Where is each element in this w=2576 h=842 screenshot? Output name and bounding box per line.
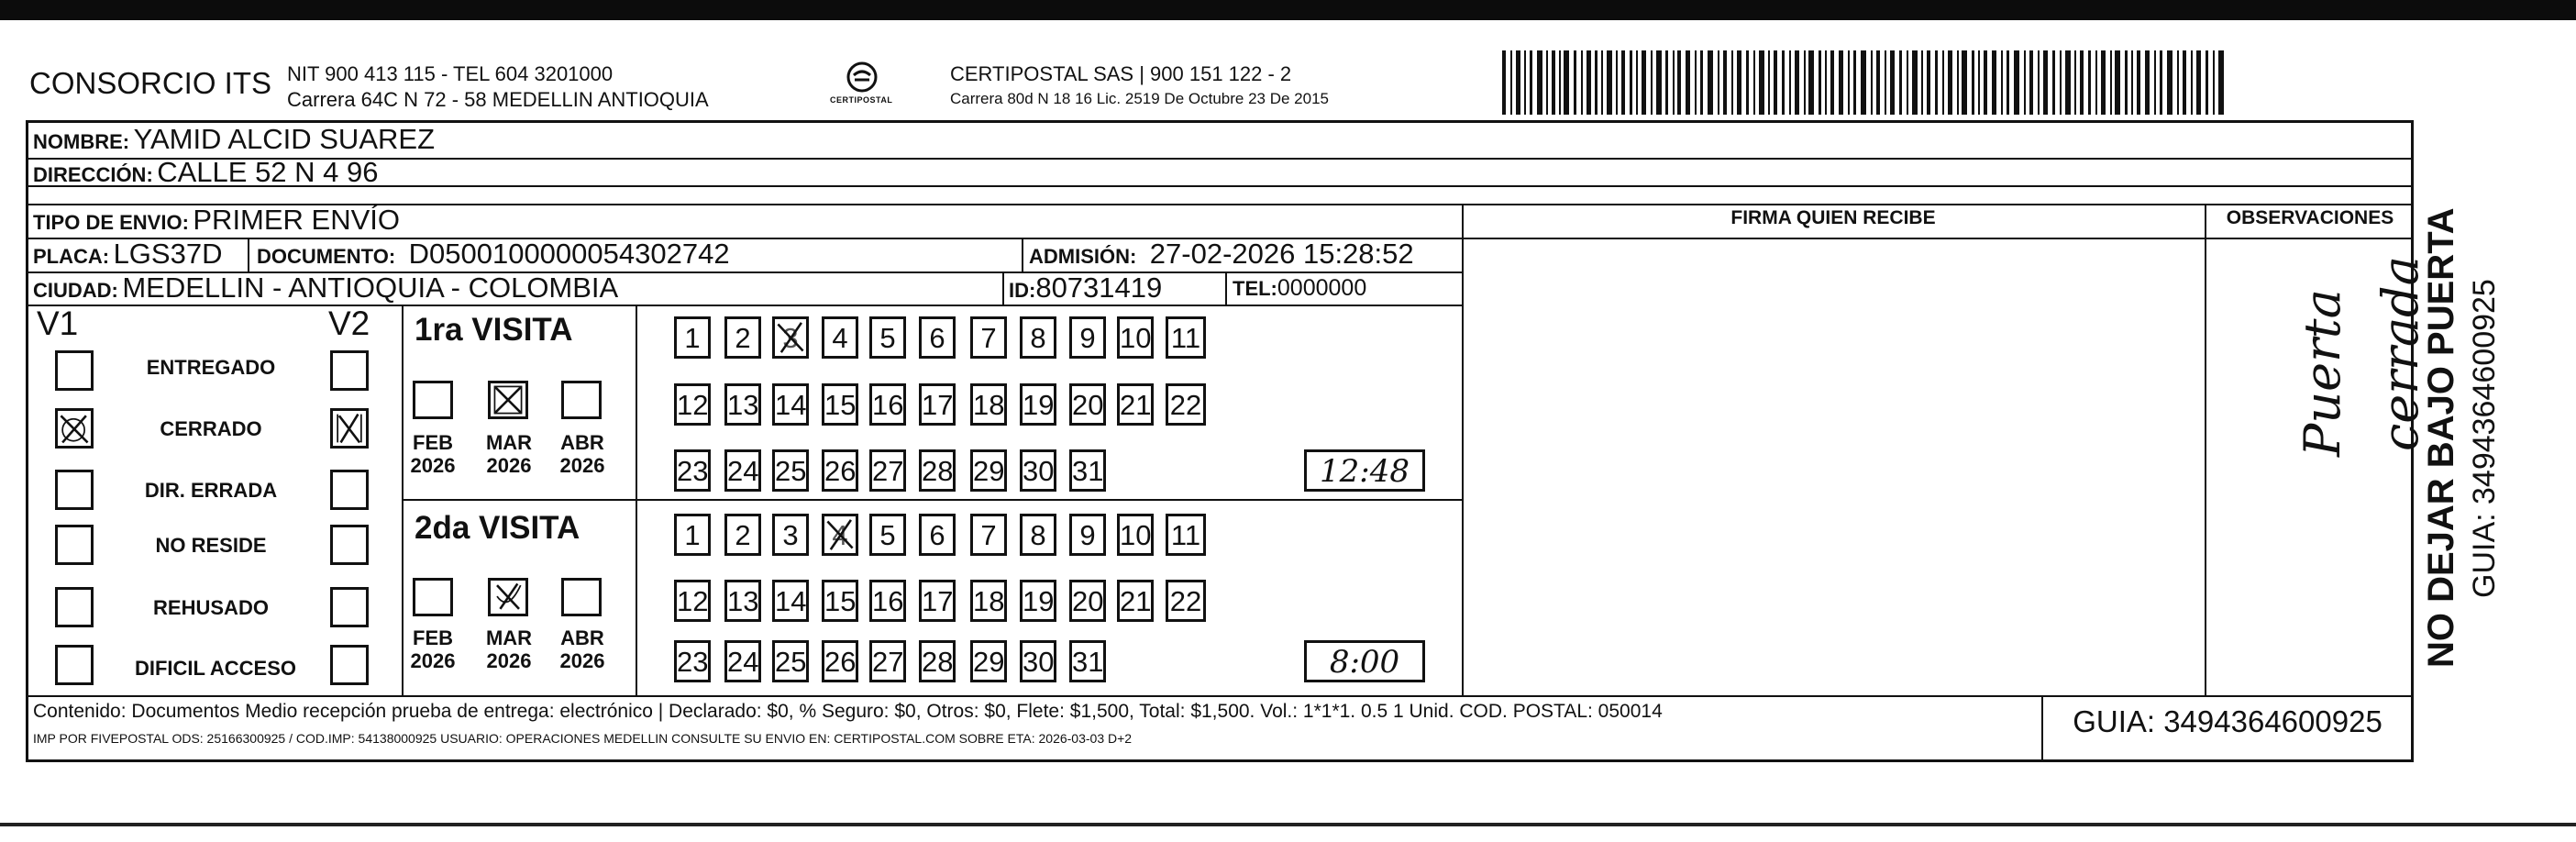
v2-no-reside-checkbox[interactable] — [330, 525, 369, 565]
warning-vertical: NO DEJAR BAJO PUERTA — [2421, 207, 2461, 668]
firma-label: FIRMA QUIEN RECIBE — [1730, 207, 1936, 228]
observaciones-label: OBSERVACIONES — [2226, 207, 2394, 228]
visit1-day-26[interactable]: 26 — [822, 449, 858, 492]
v1-entregado-checkbox[interactable] — [55, 350, 94, 391]
visit2-day-31[interactable]: 31 — [1069, 640, 1106, 682]
tel-value: 0000000 — [1277, 275, 1367, 301]
visit1-day-22[interactable]: 22 — [1166, 383, 1206, 426]
company-address: Carrera 64C N 72 - 58 MEDELLIN ANTIOQUIA — [287, 88, 709, 111]
visit1-day-12[interactable]: 12 — [674, 383, 711, 426]
nombre-value: YAMID ALCID SUAREZ — [133, 123, 435, 155]
visit2-day-5[interactable]: 5 — [869, 514, 906, 556]
v2-label: V2 — [328, 305, 370, 342]
v2-rehusado-checkbox[interactable] — [330, 587, 369, 627]
placa-value: LGS37D — [113, 238, 223, 270]
certipostal-line: CERTIPOSTAL SAS | 900 151 122 - 2 — [950, 62, 1292, 85]
documento-value: D0500100000054302742 — [408, 238, 730, 270]
visit1-title: 1ra VISITA — [415, 312, 573, 348]
visit2-time-field[interactable]: 8:00 — [1304, 640, 1425, 682]
tipo-row — [33, 204, 400, 237]
visit1-day-check-mark — [775, 319, 806, 356]
barcode — [1502, 50, 2227, 115]
visit2-day-24[interactable]: 24 — [724, 640, 761, 682]
visit2-day-30[interactable]: 30 — [1020, 640, 1056, 682]
visit1-day-11[interactable]: 11 — [1166, 316, 1206, 359]
observacion-line-1: Puerta — [2294, 289, 2351, 457]
visit2-feb-year: 2026 — [410, 649, 456, 672]
placa-label: PLACA: — [33, 245, 110, 268]
company-name: CONSORCIO ITS — [29, 66, 272, 100]
visit1-day-5[interactable]: 5 — [869, 316, 906, 359]
visit1-mar-year: 2026 — [486, 454, 532, 477]
visit2-month-feb-label — [408, 626, 458, 672]
visit2-day-27[interactable]: 27 — [869, 640, 906, 682]
v1-label: V1 — [37, 305, 79, 342]
ciudad-value: MEDELLIN - ANTIOQUIA - COLOMBIA — [122, 271, 619, 304]
visit1-day-2[interactable]: 2 — [724, 316, 761, 359]
v1-dir-errada-checkbox[interactable] — [55, 470, 94, 510]
visit1-day-16[interactable]: 16 — [869, 383, 906, 426]
id-label: ID: — [1009, 279, 1036, 302]
v2-entregado-checkbox[interactable] — [330, 350, 369, 391]
certipostal-address: Carrera 80d N 18 16 Lic. 2519 De Octubre 23 De 2015 — [950, 90, 1329, 107]
id-value: 80731419 — [1035, 271, 1163, 304]
visit2-feb-name: FEB — [413, 626, 453, 649]
tel-row — [1233, 275, 1366, 302]
id-row — [1009, 271, 1162, 305]
visit2-mar-year: 2026 — [486, 649, 532, 672]
visit1-day-3[interactable]: 3 — [772, 316, 809, 359]
v2-dir-errada-checkbox[interactable] — [330, 470, 369, 510]
visit2-day-26[interactable]: 26 — [822, 640, 858, 682]
visit1-day-13[interactable]: 13 — [724, 383, 761, 426]
visit1-month-feb-checkbox[interactable] — [413, 381, 453, 419]
visit1-day-8[interactable]: 8 — [1020, 316, 1056, 359]
visit1-day-19[interactable]: 19 — [1020, 383, 1056, 426]
status-label-dificil-acceso: DIFICIL ACCESO — [134, 657, 296, 680]
observacion-line-2: cerrada — [2371, 256, 2429, 451]
visit1-day-14[interactable]: 14 — [772, 383, 809, 426]
visit2-day-28[interactable]: 28 — [919, 640, 956, 682]
visit1-abr-year: 2026 — [559, 454, 605, 477]
visit1-time-field[interactable]: 12:48 — [1304, 449, 1425, 492]
footer-contenido: Contenido: Documentos Medio recepción prueba de entrega: electrónico | Declarado: $0, % Seguro: $0, Otros: $0, Flete: $1,500, Total: $1,500. Vol.: 1*1*1. 0.5 1 Unid. COD. POSTAL: 050014 — [33, 701, 1663, 722]
visit2-day-7[interactable]: 7 — [970, 514, 1007, 556]
visit2-day-18[interactable]: 18 — [970, 580, 1007, 622]
visit1-day-27[interactable]: 27 — [869, 449, 906, 492]
visit2-day-29[interactable]: 29 — [970, 640, 1007, 682]
admision-row — [1029, 238, 1414, 271]
visit2-month-abr-label — [555, 626, 610, 672]
tipo-value: PRIMER ENVÍO — [193, 204, 401, 236]
visit2-month-feb-checkbox[interactable] — [413, 578, 453, 616]
top-black-bar — [0, 0, 2576, 20]
footer-imp: IMP POR FIVEPOSTAL ODS: 25166300925 / COD.IMP: 54138000925 USUARIO: OPERACIONES MEDELLIN CONSULTE SU ENVIO EN: CERTIPOSTAL.COM SOBRE ETA: 2026-03-03 D+2 — [33, 731, 1133, 746]
visit2-month-mar-label — [481, 626, 536, 672]
visit1-day-4[interactable]: 4 — [822, 316, 858, 359]
v1-no-reside-checkbox[interactable] — [55, 525, 94, 565]
visit1-day-25[interactable]: 25 — [772, 449, 809, 492]
visit2-day-8[interactable]: 8 — [1020, 514, 1056, 556]
visit1-day-24[interactable]: 24 — [724, 449, 761, 492]
bottom-line — [0, 823, 2576, 826]
visit1-mar-name: MAR — [485, 431, 533, 454]
footer-guia: GUIA: 3494364600925 — [2073, 704, 2383, 738]
visit1-day-10[interactable]: 10 — [1117, 316, 1154, 359]
visit1-feb-name: FEB — [413, 431, 453, 454]
visit1-month-abr-checkbox[interactable] — [561, 381, 602, 419]
visit2-abr-name: ABR — [560, 626, 604, 649]
direccion-row — [33, 156, 379, 189]
ciudad-label: CIUDAD: — [33, 279, 118, 302]
visit2-day-14[interactable]: 14 — [772, 580, 809, 622]
visit1-day-21[interactable]: 21 — [1117, 383, 1154, 426]
visit2-day-20[interactable]: 20 — [1069, 580, 1106, 622]
visit2-mar-name: MAR — [485, 626, 533, 649]
guia-vertical: GUIA: 3494364600925 — [2467, 279, 2502, 598]
visit1-day-7[interactable]: 7 — [970, 316, 1007, 359]
visit1-day-18[interactable]: 18 — [970, 383, 1007, 426]
visit1-day-20[interactable]: 20 — [1069, 383, 1106, 426]
firma-area[interactable] — [1465, 240, 2203, 693]
visit2-day-25[interactable]: 25 — [772, 640, 809, 682]
visit1-day-17[interactable]: 17 — [919, 383, 956, 426]
visit2-day-2[interactable]: 2 — [724, 514, 761, 556]
tel-label: TEL: — [1233, 277, 1277, 300]
company-nit: NIT 900 413 115 - TEL 604 3201000 — [287, 62, 614, 85]
visit1-day-6[interactable]: 6 — [919, 316, 956, 359]
visit1-month-feb-label — [408, 431, 458, 477]
documento-label: DOCUMENTO: — [257, 245, 396, 268]
status-label-rehusado: REHUSADO — [153, 596, 269, 619]
visit1-day-29[interactable]: 29 — [970, 449, 1007, 492]
visit1-feb-year: 2026 — [410, 454, 456, 477]
direccion-label: DIRECCIÓN: — [33, 163, 153, 186]
visit2-month-abr-checkbox[interactable] — [561, 578, 602, 616]
visit1-day-28[interactable]: 28 — [919, 449, 956, 492]
tipo-label: TIPO DE ENVIO: — [33, 211, 189, 234]
direccion-value: CALLE 52 N 4 96 — [157, 156, 379, 188]
visit1-month-mar-label — [481, 431, 536, 477]
v2-dificil-acceso-checkbox[interactable] — [330, 645, 369, 685]
visit1-day-23[interactable]: 23 — [674, 449, 711, 492]
visit2-day-16[interactable]: 16 — [869, 580, 906, 622]
status-label-entregado: ENTREGADO — [146, 356, 276, 379]
visit2-day-13[interactable]: 13 — [724, 580, 761, 622]
status-label-dir-errada: DIR. ERRADA — [144, 479, 278, 502]
visit1-month-mar-checkbox[interactable] — [488, 381, 528, 419]
visit2-day-1[interactable]: 1 — [674, 514, 711, 556]
status-label-cerrado: CERRADO — [160, 417, 262, 440]
visit2-day-22[interactable]: 22 — [1166, 580, 1206, 622]
observaciones-area — [2206, 240, 2429, 693]
admision-label: ADMISIÓN: — [1029, 245, 1137, 268]
visit2-day-12[interactable]: 12 — [674, 580, 711, 622]
visit2-day-19[interactable]: 19 — [1020, 580, 1056, 622]
certipostal-logo-text: CERTIPOSTAL — [830, 95, 893, 105]
certipostal-logo-icon — [846, 61, 879, 94]
ciudad-row — [33, 271, 618, 305]
visit1-day-9[interactable]: 9 — [1069, 316, 1106, 359]
v2-cerrado-checkbox[interactable] — [330, 408, 369, 449]
nombre-label: NOMBRE: — [33, 130, 130, 153]
v1-cerrado-checkbox[interactable] — [55, 408, 94, 449]
admision-value: 27-02-2026 15:28:52 — [1149, 238, 1414, 270]
visit2-day-4[interactable]: 4 — [822, 514, 858, 556]
placa-row — [33, 238, 222, 271]
visit2-day-3[interactable]: 3 — [772, 514, 809, 556]
visit1-day-1[interactable]: 1 — [674, 316, 711, 359]
visit2-day-23[interactable]: 23 — [674, 640, 711, 682]
v1-rehusado-checkbox[interactable] — [55, 587, 94, 627]
v1-dificil-acceso-checkbox[interactable] — [55, 645, 94, 685]
visit1-abr-name: ABR — [560, 431, 604, 454]
visit2-month-mar-checkbox[interactable] — [488, 578, 528, 616]
visit2-day-17[interactable]: 17 — [919, 580, 956, 622]
nombre-row — [33, 123, 435, 156]
visit2-day-11[interactable]: 11 — [1166, 514, 1206, 556]
status-label-no-reside: NO RESIDE — [155, 534, 267, 557]
documento-row — [257, 238, 730, 271]
visit2-abr-year: 2026 — [559, 649, 605, 672]
visit1-day-31[interactable]: 31 — [1069, 449, 1106, 492]
visit2-day-6[interactable]: 6 — [919, 514, 956, 556]
visit1-day-30[interactable]: 30 — [1020, 449, 1056, 492]
visit2-day-10[interactable]: 10 — [1117, 514, 1154, 556]
visit2-day-check-mark — [824, 516, 856, 553]
visit1-month-abr-label — [555, 431, 610, 477]
visit2-day-15[interactable]: 15 — [822, 580, 858, 622]
visit1-day-15[interactable]: 15 — [822, 383, 858, 426]
visit2-title: 2da VISITA — [415, 510, 580, 546]
visit2-day-9[interactable]: 9 — [1069, 514, 1106, 556]
visit2-day-21[interactable]: 21 — [1117, 580, 1154, 622]
